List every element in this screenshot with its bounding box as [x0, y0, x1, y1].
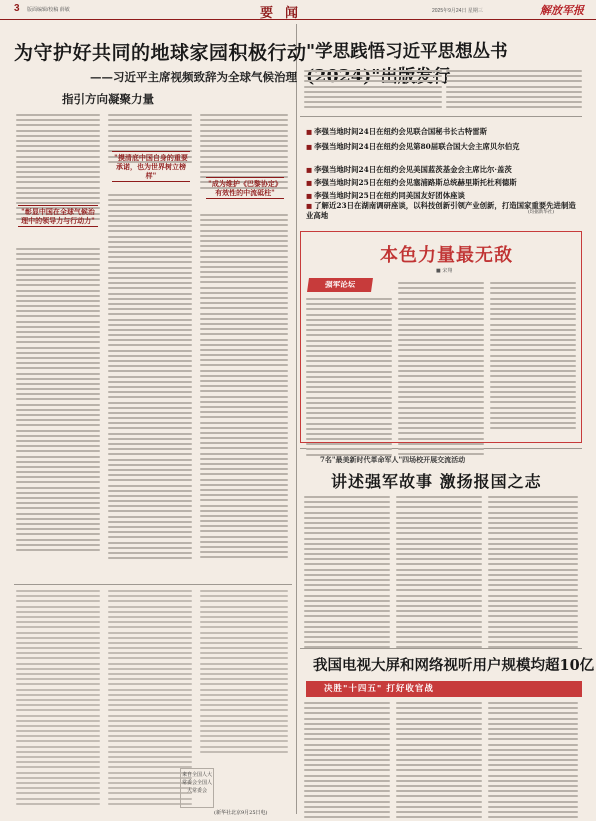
section-heading: "彰显中国在全球气候治理中的领导力与行动力"	[18, 204, 98, 228]
news-brief-item[interactable]: ■ 了解近23日在湖南调研座谈，以科技创新引领产业创新，打造国家重要先进制造业高地	[306, 201, 580, 221]
lead-subheadline-2: 指引方向凝聚力量	[62, 92, 154, 106]
book-body-col-1	[304, 70, 442, 108]
commentary-title: 本色力量最无敌	[380, 245, 513, 266]
bottom-body-col-2	[396, 702, 482, 821]
commentary-body-col-3	[490, 282, 576, 429]
photo-caption: 来自全国人大常委会全国人大常委会	[180, 768, 214, 808]
section-heading: "成为维护《巴黎协定》有效性的中流砥柱"	[206, 176, 284, 200]
lower-article-col-3	[200, 590, 288, 753]
bottom-headline: 我国电视大屏和网络视听用户规模均超10亿	[313, 657, 595, 674]
book-body-col-2	[446, 70, 582, 108]
lead-body-col-2b	[108, 194, 192, 559]
bottom-body-col-1	[304, 702, 390, 821]
section-heading: "摸清底中国自身的重要承诺，也为世界树立榜样"	[112, 150, 190, 183]
commentary-body-col-1	[306, 298, 392, 456]
lower-article-col-1	[16, 590, 100, 805]
news-brief-item[interactable]: ■ 李强当地时间24日在纽约会见第80届联合国大会主席贝尔伯克	[306, 141, 520, 152]
section-divider	[300, 116, 582, 117]
book-headline: "学思践悟习近平思想丛书 行	[306, 42, 508, 87]
campaign-banner: 决胜"十四五" 打好收官战	[306, 681, 582, 697]
section-divider	[14, 584, 292, 585]
paper-logo: 解放军报	[540, 4, 584, 17]
lead-subheadline: ——习近平主席视频致辞为全球气候治理	[90, 70, 297, 84]
news-brief-item[interactable]: ■ 李强当地时间24日在纽约会见联合国秘书长古特雷斯	[306, 126, 487, 137]
news-brief-item[interactable]: ■ 李强当地时间24日在纽约会见美国蓝茨基金会主席比尔·盖茨	[306, 164, 512, 175]
lead-body-col-3b	[200, 214, 288, 558]
news-brief-item[interactable]: ■ 李强当地时间25日在纽约同美国友好团体座谈	[306, 190, 465, 201]
bottom-body-col-3	[488, 702, 578, 821]
section-title: 要闻	[260, 6, 311, 21]
dateline-note: (新华社北京9月25日电)	[214, 810, 268, 816]
news-brief-item[interactable]: ■ 李强当地时间25日在纽约会见塞浦路斯总统赫里斯托杜利德斯	[306, 177, 517, 188]
issue-date: 2025年9月24日 星期三	[432, 8, 483, 14]
page-number: 3	[14, 3, 20, 14]
commentary-body-col-2	[398, 282, 484, 455]
mid-story-headline: 讲述强军故事 激扬报国之志	[331, 472, 542, 491]
mid-body-col-1	[304, 496, 390, 648]
lead-headline: 为守护好共同的地球家园积极行动	[14, 42, 307, 64]
mid-body-col-3	[488, 496, 578, 648]
page-masthead	[0, 0, 596, 20]
lead-body-col-1b	[16, 248, 100, 551]
column-divider	[296, 24, 297, 814]
mid-story-kicker: 7名"最美新时代革命军人"四场校开展交流活动	[320, 455, 466, 464]
commentary-tag: 强军论坛	[307, 278, 373, 292]
commentary-author: ■ 宋翔	[436, 268, 453, 274]
section-editor: 版面编辑/校稿 薛敏	[27, 7, 70, 13]
news-brief-source: (均据新华社)	[528, 210, 555, 215]
mid-body-col-2	[396, 496, 482, 648]
